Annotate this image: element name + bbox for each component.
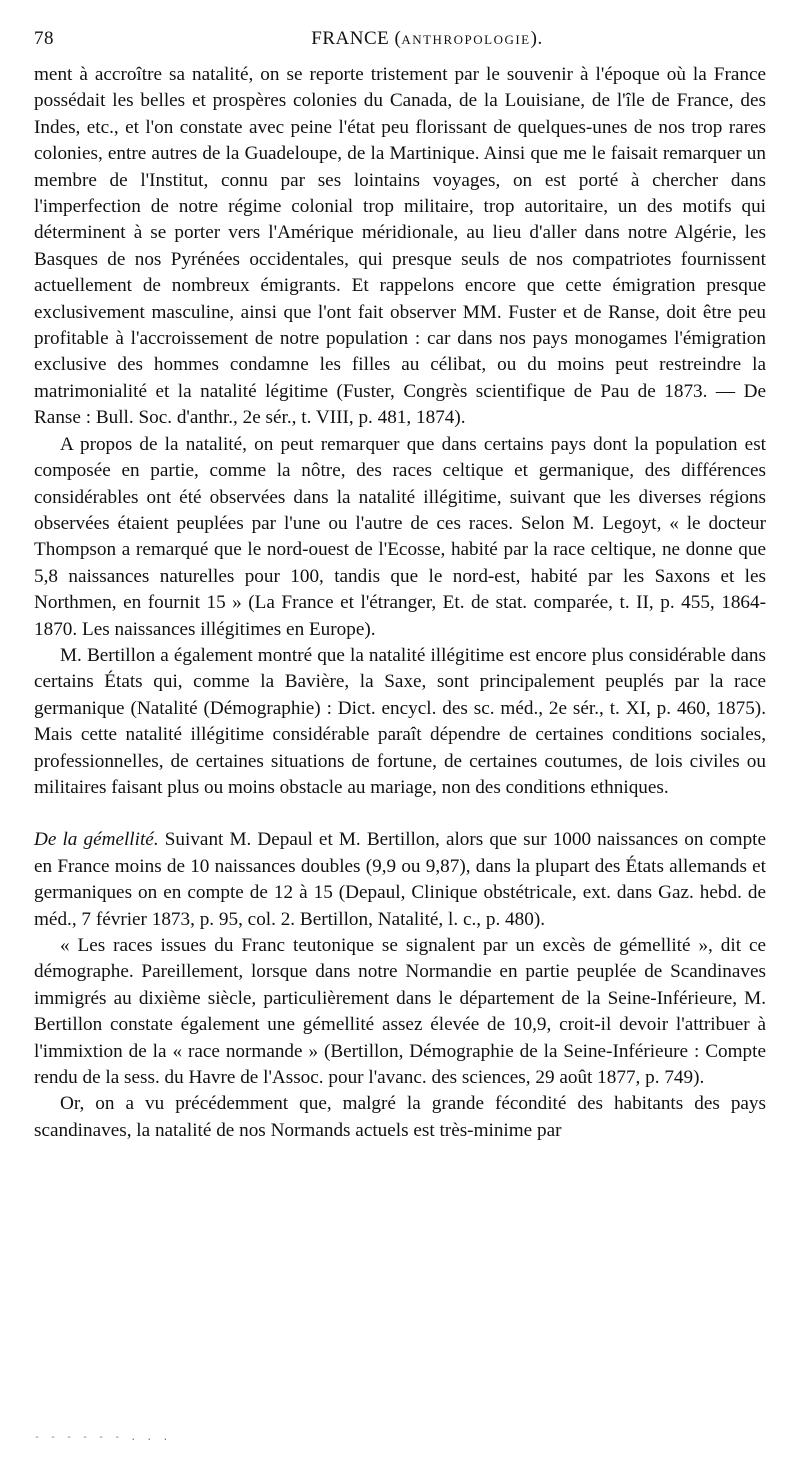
running-header xyxy=(34,28,760,62)
running-title xyxy=(34,28,760,50)
running-title-small: ANTHROPOLOGIE xyxy=(401,32,531,47)
paragraph-text: Suivant M. Depaul et M. Bertillon, alors que sur 1000 naissances on compte en France moins de 10 naissances doubles (9,9 ou 9,87), dans la plupart des États allemands et germaniques on en compte de 12 à 15 (Depaul, Clinique obstétricale, ext. dans Gaz. hebd. de méd., 7 février 1873, p. 95, col. 2. Bertillon, Natalité, l. c., p. 480). xyxy=(34,829,767,930)
running-title-end: ). xyxy=(530,28,543,49)
footer-marks: - - - - - - . . . xyxy=(34,1432,171,1443)
section-lead: De la gémellité. xyxy=(34,829,159,851)
paragraph xyxy=(34,827,766,933)
paragraph: ment à accroître sa natalité, on se reporte tristement par le souvenir à l'époque où la France possédait les belles et prospères colonies du Canada, de la Louisiane, de l'île de France, des Indes, etc., et l'on constate avec peine l'état peu florissant de quelques-unes de nos trop rares colonies, entre autres de la Guadeloupe, de la Martinique. Ainsi que me le faisait remarquer un membre de l'Institut, connu par ses lointains voyages, on est porté à chercher dans l'imperfection de notre régime colonial trop militaire, trop autoritaire, un des motifs qui déterminent à se porter vers l'Amérique méridionale, au lieu d'aller dans notre Algérie, les Basques de nos Pyrénées occidentales, qui presque seuls de nos compatriotes fournissent actuellement de nombreux émigrants. Et rappelons encore que cette émigration presque exclusivement masculine, ainsi que l'ont fait observer MM. Fuster et de Ranse, doit être peu profitable à l'accroissement de notre population : car dans nos pays monogames l'émigration exclusive des hommes condamne les filles au célibat, ou du moins peut restreindre la matrimonialité et la natalité légitime (Fuster, Congrès scientifique de Pau de 1873. — De Ranse : Bull. Soc. d'anthr., 2e sér., t. VIII, p. 481, 1874). xyxy=(34,64,766,429)
paragraph: « Les races issues du Franc teutonique se signalent par un excès de gémellité », dit ce démographe. Pareillement, lorsque dans notre Normandie en partie peuplée de Scandinaves immigrés au dixième siècle, particulièrement dans le département de la Seine-Inférieure, M. Bertillon constate également une gémellité assez élevée de 10,9, croit-il devoir l'attribuer à l'immixtion de la « race normande » (Bertillon, Démographie de la Seine-Inférieure : Compte rendu de la sess. du Havre de l'Assoc. pour l'avanc. des sciences, 29 août 1877, p. 749). xyxy=(34,935,766,1089)
paragraph: A propos de la natalité, on peut remarquer que dans certains pays dont la population est composée en partie, comme la nôtre, des races celtique et germanique, des différences considérables ont été observées dans la natalité illégitime, suivant que les diverses régions observées étaient peuplées par l'une ou l'autre de ces races. Selon M. Legoyt, « le docteur Thompson a remarqué que le nord-ouest de l'Ecosse, habité par la race celtique, ne donne que 5,8 naissances naturelles pour 100, tandis que le nord-est, habité par les Saxons et les Northmen, en fournit 15 » (La France et l'étranger, Et. de stat. comparée, t. II, p. 455, 1864-1870. Les naissances illégitimes en Europe). xyxy=(34,433,766,640)
paragraph: M. Bertillon a également montré que la natalité illégitime est encore plus considérable dans certains États qui, comme la Bavière, la Saxe, sont principalement peuplés par la race germanique (Natalité (Démographie) : Dict. encycl. des sc. méd., 2e sér., t. XI, p. 460, 1875). Mais cette natalité illégitime considérable paraît dépendre de certaines conditions sociales, professionnelles, de certaines situations de fortune, de certaines coutumes, de lois civiles ou militaires faisant plus ou moins obstacle au mariage, non des conditions ethniques. xyxy=(34,644,766,798)
page-number: 78 xyxy=(34,28,54,49)
body-text xyxy=(34,62,766,1144)
running-title-main: FRANCE ( xyxy=(311,28,402,49)
paragraph: Or, on a vu précédemment que, malgré la grande fécondité des habitants des pays scandinaves, la natalité de nos Normands actuels est très-minime par xyxy=(34,1093,766,1141)
section-spacer xyxy=(34,801,766,827)
